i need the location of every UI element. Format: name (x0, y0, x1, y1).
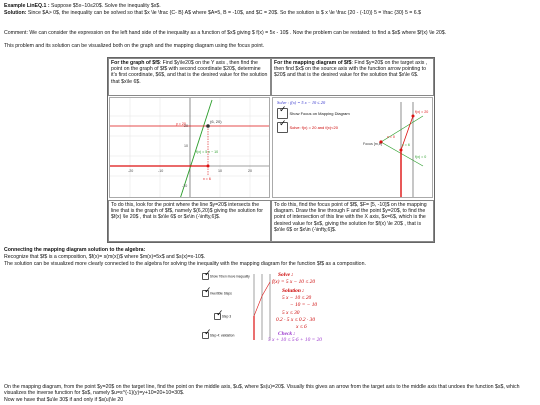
algebra-check-2[interactable]: ✓ Invertible Steps (202, 290, 232, 297)
graph-instructions: For the graph of $f$: Find $y\le20$ on the Y axis , then find the point on the graph of $f$ with second coordinate $20$, determine it's first coordinate, $6$, and that is the desired value for the solution that $x\le 6$. (108, 58, 271, 96)
comment-text: Comment: We can consider the expression on the left hand side of the inequality as a function of $x$ giving $ f(x) = 5x - 10$ . Now the problem can be restated: to find a $x$ where $f(x) \le 20$. (4, 30, 447, 36)
footer-paragraph-2: Now we have that $u\le 30$ if and only if $s(u)\le 20 (4, 397, 124, 403)
tick-x: -20 (128, 169, 134, 173)
f0-label: f(x) = 0 (415, 155, 427, 159)
composition-text: Recognize that $f$ is a composition, $f(x)= s(m(x))$ where $m(x)=5x$ and $s(x)=x-10$. (4, 254, 206, 260)
visualize-text: This problem and its solution can be visualized both on the graph and the mapping diagram using the focus point. (4, 43, 265, 49)
step-1: 5 x − 10 ≤ 20 (282, 295, 312, 301)
check-label: Check : (278, 331, 296, 337)
algebra-check-4[interactable]: ✓ Step 4: validation (202, 332, 234, 339)
mapping-panel[interactable] (272, 97, 433, 198)
algebra-applet[interactable] (200, 270, 350, 342)
mapping-instructions: For the mapping diagram of $f$: Find $y=20$ on the target axis , then find $x$ on the source axis with the function arrow pointing to $20$ and that is the desired value for the solution that $x\le 6$. (271, 58, 434, 96)
x6-point (207, 165, 210, 168)
solve-eq: f(x) = 5 x − 10 ≤ 20 (272, 279, 316, 285)
check-eq: 5 x + 10 ≤ 5·6 + 10 = 20 (268, 337, 322, 343)
section-heading: Connecting the mapping diagram solution to the algebra: (4, 247, 146, 253)
step-4: 0.2 · 5 x ≤ 0.2 · 30 (276, 317, 316, 323)
step-2: − 10 = − 10 (290, 302, 318, 308)
tick-x: 10 (218, 169, 222, 173)
mapping-svg (273, 98, 433, 198)
intersection-point (206, 124, 210, 128)
source-6-point (400, 149, 403, 152)
solution-text: Solution: Since $A> 0$, the inequality can be solved so that $x \le \frac {C- B} A$ where $A=5, B = -10$, and $C = 20$. So the solution is $ x \le \frac {20 - (-10)} 5 = \frac {30} 5 = 6.$ (4, 10, 421, 16)
x6-label: x = 6 (203, 177, 211, 181)
footer-paragraph-1: On the mapping diagram, from the point $y=20$ on the target line, find the point on the middle axis, $u$, where $s(u)=20$. Visually this gives an arrow from the target axis to the middle axis that undoes the function $s$, which visualizes the inverse function for $s$, namely $u=s^{-1}(y)=y+10=20+10=30$. (4, 384, 520, 397)
algebra-check-1[interactable]: ✓ Show f then move inequality (202, 273, 250, 280)
solve-label: Solve : (278, 272, 294, 278)
graph-svg (110, 98, 270, 198)
tick-x: -10 (158, 169, 164, 173)
solve-line: Solve : f(x) = 5 x − 10 ≤ 20 (277, 100, 326, 105)
step-3: 5 x ≤ 30 (282, 310, 300, 316)
x6-label: x = 6 (402, 143, 410, 147)
example-heading: Example LinEQ.1 : Suppose $5x−10≤20$. Solve the inequality $x$. (4, 3, 161, 9)
target-20-point (412, 115, 415, 118)
step-5: x ≤ 6 (296, 324, 307, 330)
fx20-label: f(x) = 20 (415, 110, 429, 114)
x0-label: x = 0 (387, 135, 395, 139)
tick-y: 10 (184, 144, 188, 148)
tick-y: -10 (182, 184, 188, 188)
mapping-explanation: To do this, find the focus point of $f$, $F= [5, -10]$ on the mapping diagram. Draw the line through F and the point $y=20$, to find the point of intersection of this line with the X axis, $x=6$, which is the desired value for $x$, giving the solution for $f(x) \le 20$ , that is $x\le 6$ or $x\in (-\infty,6]$. (271, 200, 434, 242)
f-label: f(x) = 5 x − 10 (196, 150, 219, 154)
tick-x: 20 (248, 169, 252, 173)
focus-label: Focus [m,b] (363, 142, 382, 146)
graph-panel[interactable] (109, 97, 270, 198)
algebra-check-3[interactable]: ✓ Step 3 (214, 313, 231, 320)
show-focus-label: Show Focus on Mapping Diagram (289, 110, 350, 116)
composition-text-2: The solution can be visualized more clearly connected to the algebra for solving the inequality with the mapping diagram for the function $f$ as a composition. (4, 261, 366, 267)
graph-mapping-table (107, 57, 435, 243)
solve-label: Solve: f(x) = 20 and f(x)<20 (289, 124, 338, 130)
graph-explanation: To do this, look for the point where the line $y=20$ intersects the line that is the graph of $f$, namely $(6,20)$ giving the solution for $f(x) \le 20$ , that is $x\le 6$ or $x\in (-\infty,6]$. (108, 200, 271, 242)
solution-label: Solution : (282, 288, 305, 294)
tick-y: 20 (184, 124, 188, 128)
line-label: y = 20 (176, 122, 186, 126)
point-label: (6, 20) (210, 119, 222, 124)
